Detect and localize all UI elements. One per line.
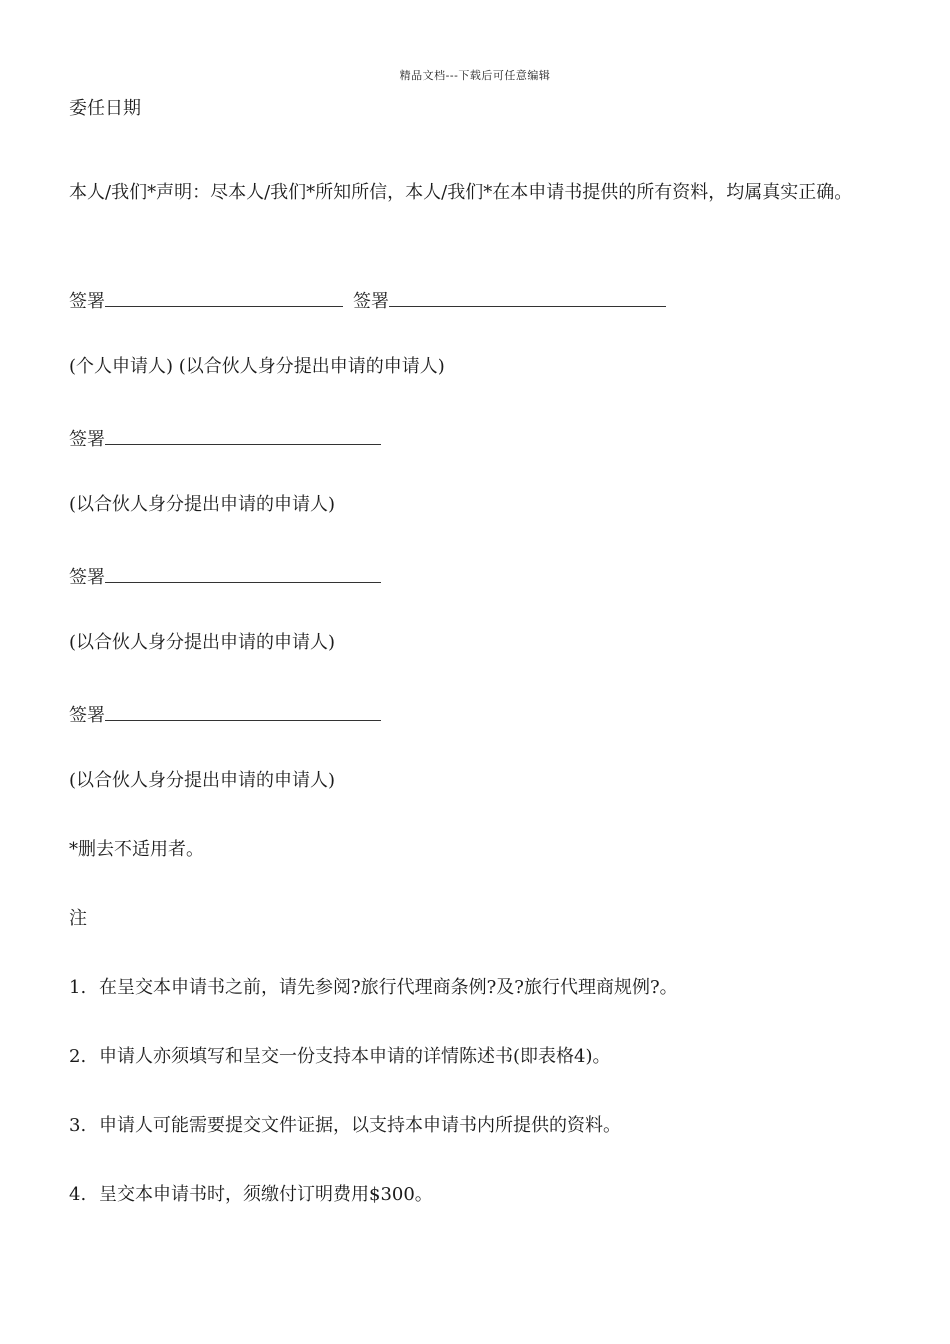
- signature-line-individual[interactable]: [105, 286, 343, 307]
- notes-heading: 注: [69, 908, 87, 929]
- strike-note: *删去不适用者。: [69, 839, 204, 860]
- note-item: [69, 1045, 611, 1069]
- note-number: 2.: [69, 1046, 87, 1067]
- note-text: 申请人亦须填写和呈交一份支持本申请的详情陈述书(即表格4)。: [99, 1046, 611, 1067]
- page-header: 精品文档---下载后可任意编辑: [399, 69, 551, 82]
- signature-line[interactable]: [105, 562, 381, 583]
- signature-label-partner: 签署: [353, 291, 389, 312]
- signature-line-partner[interactable]: [389, 286, 666, 307]
- note-text: 申请人可能需要提交文件证据，以支持本申请书内所提供的资料。: [99, 1115, 621, 1136]
- note-number: 3.: [69, 1115, 87, 1136]
- signature-caption-4: (以合伙人身分提出申请的申请人): [69, 770, 336, 791]
- declaration-text: 本人/我们*声明：尽本人/我们*所知所信，本人/我们*在本申请书提供的所有资料，均属真实正确。: [69, 182, 853, 203]
- signature-line[interactable]: [105, 700, 381, 721]
- signature-row-1: [69, 286, 666, 314]
- note-text: 在呈交本申请书之前，请先参阅?旅行代理商条例?及?旅行代理商规例?。: [99, 977, 678, 998]
- signature-label-individual: 签署: [69, 291, 105, 312]
- signature-caption-3: (以合伙人身分提出申请的申请人): [69, 632, 336, 653]
- note-item: [69, 976, 678, 1000]
- appointment-date-label: 委任日期: [69, 98, 141, 119]
- note-item: [69, 1183, 433, 1207]
- signature-row-2: [69, 424, 381, 452]
- signature-caption-1: (个人申请人) (以合伙人身分提出申请的申请人): [69, 356, 445, 377]
- signature-line[interactable]: [105, 424, 381, 445]
- signature-row-3: [69, 562, 381, 590]
- note-item: [69, 1114, 621, 1138]
- signature-label: 签署: [69, 429, 105, 450]
- note-text: 呈交本申请书时，须缴付订明费用$300。: [99, 1184, 433, 1205]
- note-number: 1.: [69, 977, 87, 998]
- signature-label: 签署: [69, 567, 105, 588]
- note-number: 4.: [69, 1184, 87, 1205]
- signature-label: 签署: [69, 705, 105, 726]
- signature-row-4: [69, 700, 381, 728]
- signature-caption-2: (以合伙人身分提出申请的申请人): [69, 494, 336, 515]
